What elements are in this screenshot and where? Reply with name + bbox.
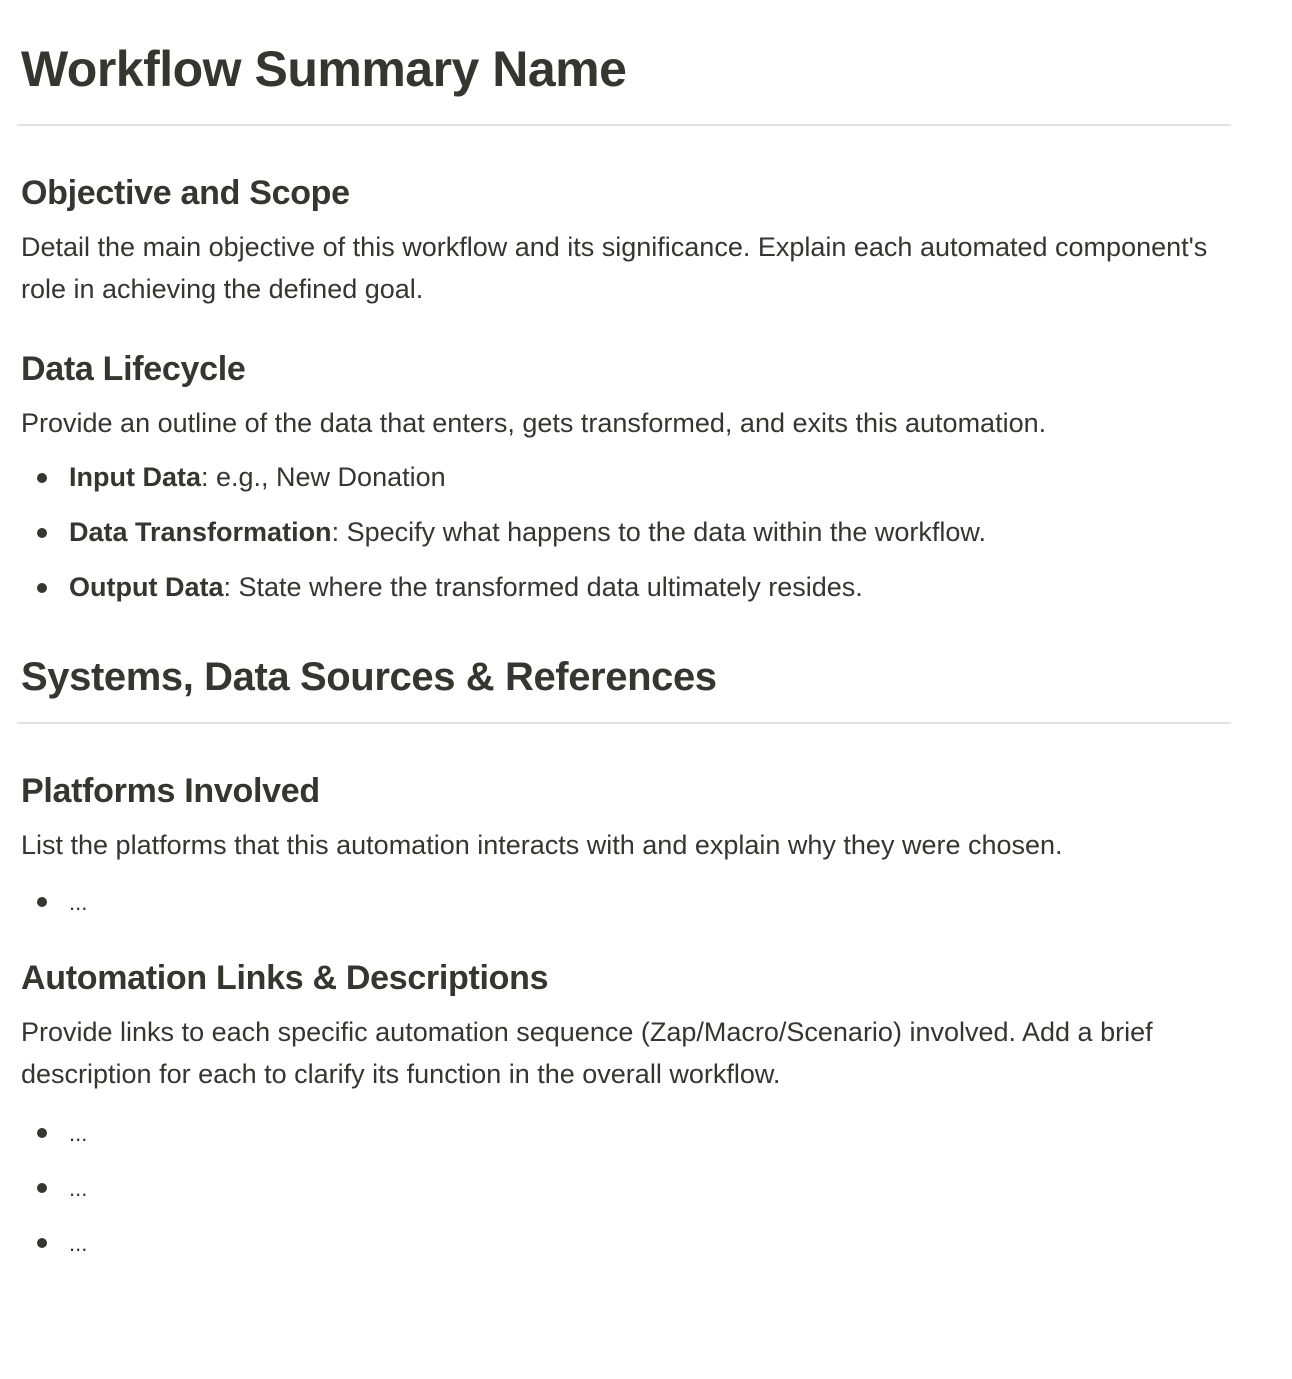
links-item-text: ... bbox=[69, 1231, 88, 1256]
lifecycle-item-label: Input Data bbox=[69, 462, 201, 492]
systems-heading[interactable]: Systems, Data Sources & References bbox=[21, 655, 717, 699]
systems-divider bbox=[17, 722, 1231, 724]
lifecycle-item-label: Data Transformation bbox=[69, 517, 332, 547]
bullet-icon bbox=[37, 1238, 47, 1248]
lifecycle-item-input[interactable] bbox=[17, 450, 1231, 505]
bullet-icon bbox=[37, 1183, 47, 1193]
links-item[interactable] bbox=[17, 1105, 1231, 1160]
platforms-heading[interactable]: Platforms Involved bbox=[21, 772, 320, 810]
platforms-list bbox=[17, 874, 1231, 929]
lifecycle-list bbox=[17, 450, 1231, 615]
bullet-icon bbox=[37, 583, 47, 593]
objective-text[interactable]: Detail the main objective of this workflow and its significance. Explain each automated component's role in achieving the defined goal. bbox=[21, 232, 1208, 304]
lifecycle-item-text: : e.g., New Donation bbox=[201, 462, 446, 492]
links-heading[interactable]: Automation Links & Descriptions bbox=[21, 959, 549, 997]
platforms-text[interactable]: List the platforms that this automation interacts with and explain why they were chosen. bbox=[21, 830, 1063, 860]
lifecycle-item-label: Output Data bbox=[69, 572, 224, 602]
links-text[interactable]: Provide links to each specific automation sequence (Zap/Macro/Scenario) involved. Add a brief description for each to clarify its function in the overall workflow. bbox=[21, 1017, 1153, 1089]
links-item-text: ... bbox=[69, 1176, 88, 1201]
lifecycle-text[interactable]: Provide an outline of the data that enters, gets transformed, and exits this automation. bbox=[21, 408, 1047, 438]
title-divider bbox=[17, 124, 1231, 126]
links-list bbox=[17, 1105, 1231, 1270]
lifecycle-heading[interactable]: Data Lifecycle bbox=[21, 350, 246, 388]
links-item[interactable] bbox=[17, 1160, 1231, 1215]
objective-heading[interactable]: Objective and Scope bbox=[21, 174, 350, 212]
page-title[interactable]: Workflow Summary Name bbox=[21, 41, 627, 97]
bullet-icon bbox=[37, 897, 47, 907]
lifecycle-item-transformation[interactable] bbox=[17, 505, 1231, 560]
links-item[interactable] bbox=[17, 1215, 1231, 1270]
document-content bbox=[17, 0, 1231, 1270]
lifecycle-item-text: : Specify what happens to the data within the workflow. bbox=[331, 517, 986, 547]
platforms-item-text: ... bbox=[69, 890, 88, 915]
links-item-text: ... bbox=[69, 1121, 88, 1146]
platforms-item[interactable] bbox=[17, 874, 1231, 929]
lifecycle-item-output[interactable] bbox=[17, 560, 1231, 615]
lifecycle-item-text: : State where the transformed data ultimately resides. bbox=[223, 572, 863, 602]
bullet-icon bbox=[37, 1128, 47, 1138]
bullet-icon bbox=[37, 528, 47, 538]
bullet-icon bbox=[37, 473, 47, 483]
